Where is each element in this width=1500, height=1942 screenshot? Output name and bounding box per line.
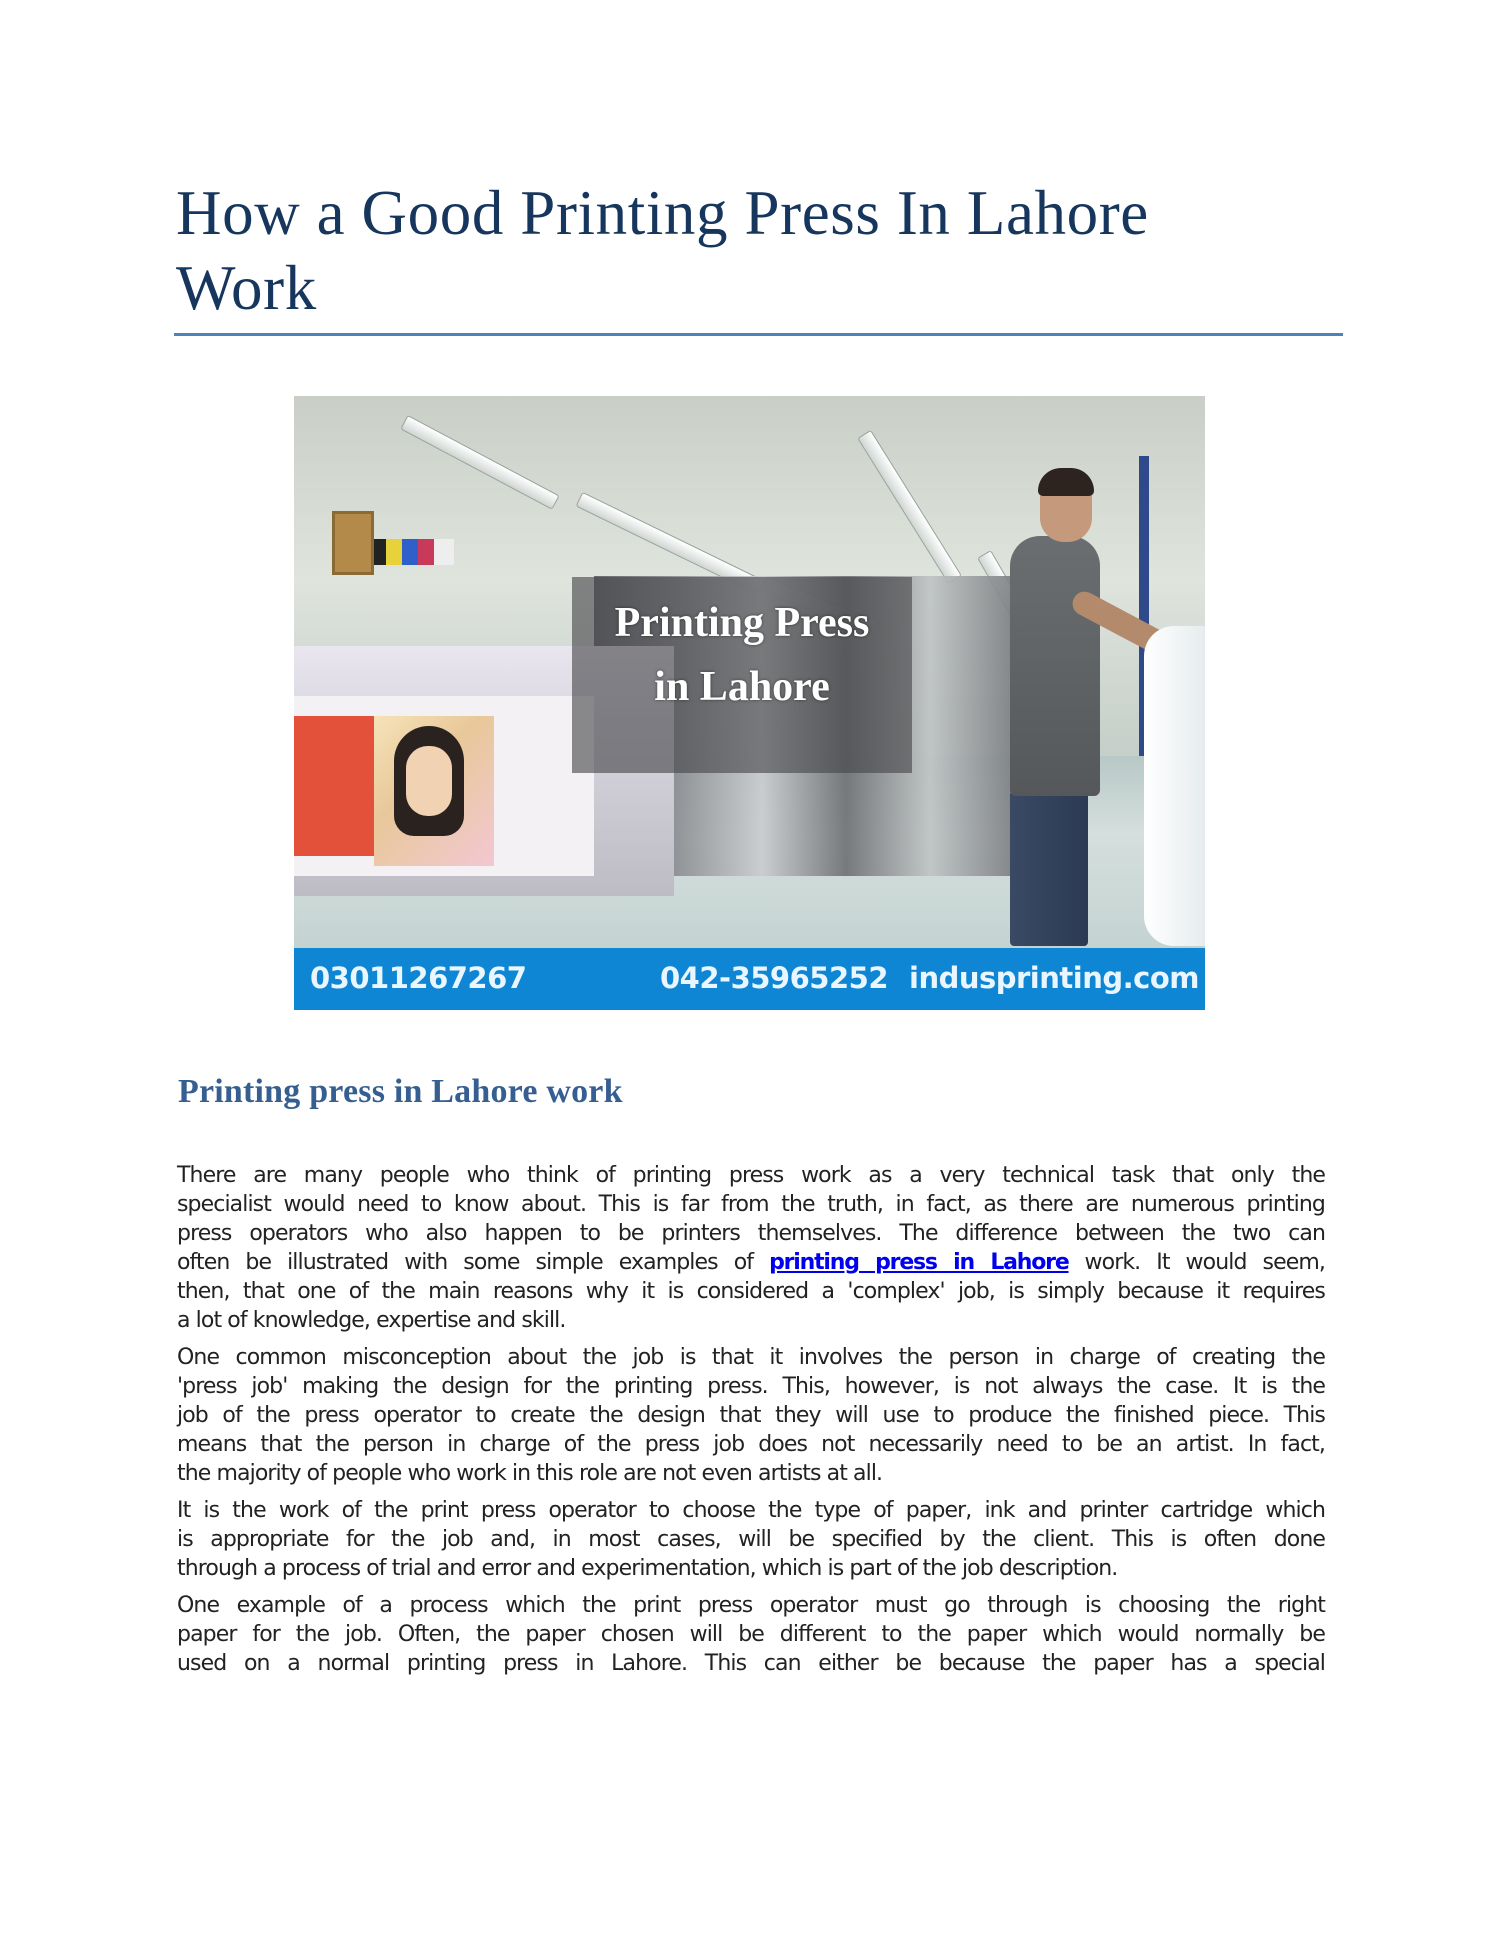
operator-legs bbox=[1010, 791, 1088, 946]
text-line: a lot of knowledge, expertise and skill. bbox=[177, 1308, 566, 1333]
contact-bar bbox=[294, 948, 1205, 1010]
page-title-line-2: Work bbox=[176, 253, 317, 323]
image-overlay-text bbox=[572, 591, 912, 719]
mobile-phone-number: 03011267267 bbox=[310, 961, 527, 995]
text-line: means that the person in charge of the press job does not necessarily need to be an artist. In fact, bbox=[177, 1432, 1325, 1457]
website-text: indusprinting.com bbox=[909, 961, 1199, 995]
banner-red-panel bbox=[294, 716, 374, 856]
text-line: paper for the job. Often, the paper chosen will be different to the paper which would normally be bbox=[177, 1622, 1325, 1647]
text-line: job of the press operator to create the design that they will use to produce the finished piece. This bbox=[177, 1403, 1325, 1428]
ceiling-light bbox=[400, 415, 559, 510]
overlay-line-1: Printing Press bbox=[614, 600, 870, 646]
text-line: the majority of people who work in this role are not even artists at all. bbox=[177, 1461, 883, 1486]
text-segment: often be illustrated with some simple examples of bbox=[177, 1250, 770, 1275]
ink-cartridges bbox=[374, 539, 454, 565]
operator-body bbox=[1010, 536, 1100, 796]
text-line: press operators who also happen to be printers themselves. The difference between the two can bbox=[177, 1221, 1325, 1246]
text-line: There are many people who think of printing press work as a very technical task that only the bbox=[177, 1163, 1325, 1188]
paragraph-2 bbox=[177, 1343, 1325, 1488]
text-segment: work. It would seem, bbox=[1068, 1250, 1325, 1275]
article-body bbox=[177, 1161, 1325, 1686]
overlay-line-2: in Lahore bbox=[654, 664, 830, 710]
ceiling-light bbox=[857, 430, 962, 584]
text-line: used on a normal printing press in Lahore. This can either be because the paper has a special bbox=[177, 1651, 1325, 1676]
wall-picture-frame bbox=[332, 511, 374, 575]
text-line: One example of a process which the print press operator must go through is choosing the right bbox=[177, 1593, 1325, 1618]
operator-hair bbox=[1038, 468, 1094, 496]
text-line: through a process of trial and error and experimentation, which is part of the job description. bbox=[177, 1556, 1118, 1581]
page-title-line-1: How a Good Printing Press In Lahore bbox=[176, 178, 1149, 248]
hero-image bbox=[294, 396, 1205, 1010]
text-line: It is the work of the print press operator to choose the type of paper, ink and printer cartridge which bbox=[177, 1498, 1325, 1523]
text-line: specialist would need to know about. This is far from the truth, in fact, as there are numerous printing bbox=[177, 1192, 1325, 1217]
paper-roll bbox=[1144, 626, 1205, 946]
text-line: One common misconception about the job is that it involves the person in charge of creating the bbox=[177, 1345, 1325, 1370]
portrait-face bbox=[406, 746, 452, 816]
page-title bbox=[176, 176, 1356, 326]
text-line: is appropriate for the job and, in most cases, will be specified by the client. This is often done bbox=[177, 1527, 1325, 1552]
text-line: then, that one of the main reasons why it is considered a 'complex' job, is simply because it requires bbox=[177, 1279, 1325, 1304]
paragraph-4 bbox=[177, 1591, 1325, 1678]
title-underline-rule bbox=[174, 333, 1343, 336]
paragraph-3 bbox=[177, 1496, 1325, 1583]
text-line: 'press job' making the design for the printing press. This, however, is not always the case. It is the bbox=[177, 1374, 1325, 1399]
landline-phone-number: 042-35965252 bbox=[660, 961, 888, 995]
paragraph-1 bbox=[177, 1161, 1325, 1335]
text-line-with-link bbox=[177, 1248, 1325, 1277]
section-heading: Printing press in Lahore work bbox=[178, 1073, 623, 1110]
printing-press-in-lahore-link[interactable]: printing press in Lahore bbox=[769, 1250, 1069, 1275]
